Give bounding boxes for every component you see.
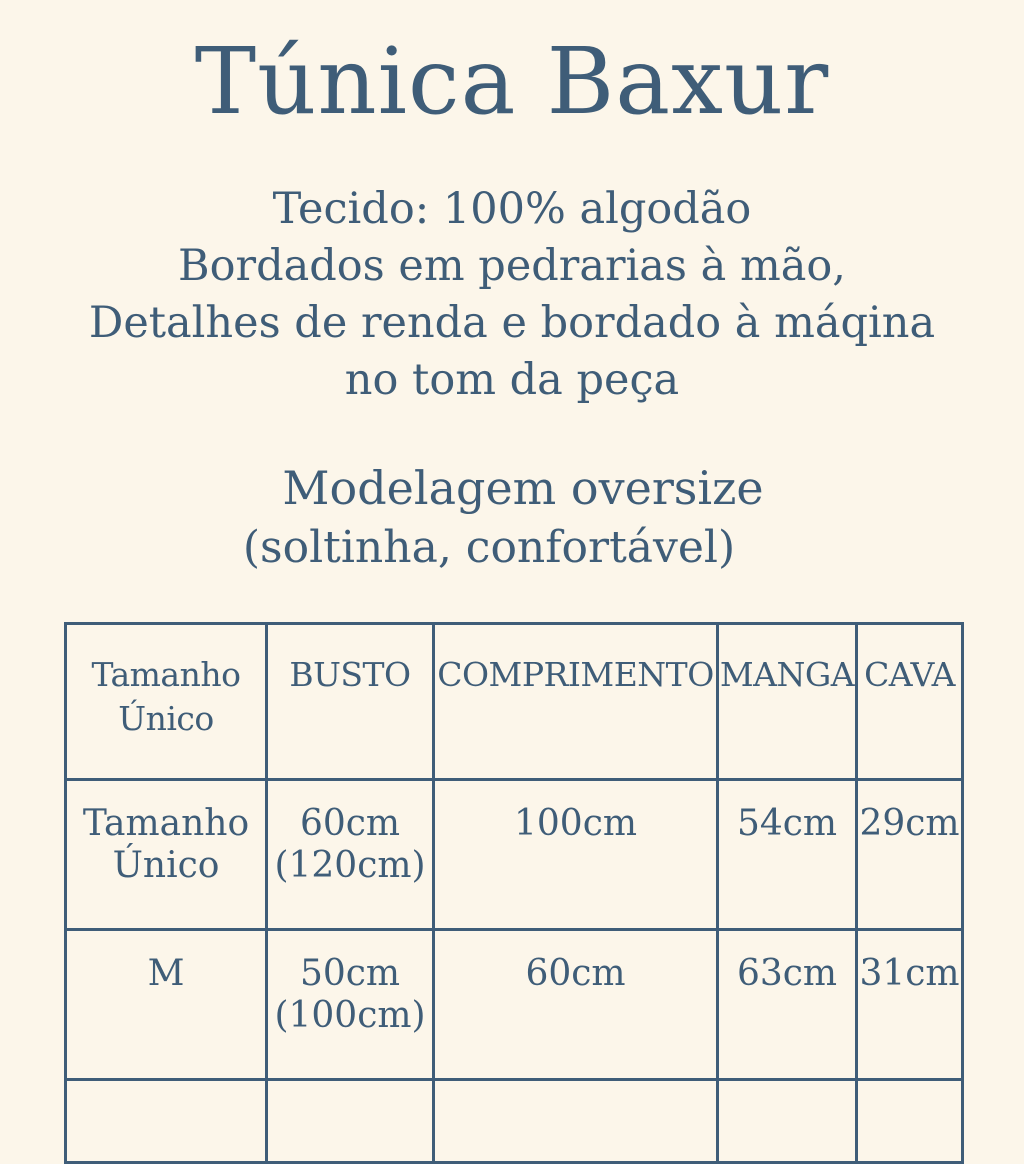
cell-empty [718,1080,857,1163]
modelagem-title: Modelagem oversize [282,461,764,515]
cell-empty [267,1080,434,1163]
table-header-row [66,624,963,780]
table-row [66,780,963,930]
header-manga: MANGA [718,624,857,780]
header-size [66,624,267,780]
modelagem-subtitle: (soltinha, confortável) [242,522,736,573]
table-row-partial [66,1080,963,1163]
product-title: Túnica Baxur [194,28,830,135]
cell-size [66,930,267,1080]
cell-size-line1: Tamanho [82,803,250,844]
cell-busto [267,930,434,1080]
cell-empty [434,1080,718,1163]
cell-size-line1: M [147,953,185,994]
header-cava: CAVA [857,624,963,780]
cell-busto-value: 60cm [299,803,401,844]
header-comprimento: COMPRIMENTO [434,624,718,780]
description-line-lace: Detalhes de renda e bordado à máqina [88,298,936,348]
header-size-line1: Tamanho [91,655,241,694]
description-line-embroidery: Bordados em pedrarias à mão, [178,241,846,291]
cell-empty [857,1080,963,1163]
cell-busto-total: (100cm) [274,995,426,1036]
cell-comprimento: 60cm [434,930,718,1080]
description-line-fabric: Tecido: 100% algodão [272,184,752,234]
cell-comprimento: 100cm [434,780,718,930]
table-row [66,930,963,1080]
cell-busto-value: 50cm [299,953,401,994]
cell-size-line2: Único [112,845,220,886]
cell-empty [66,1080,267,1163]
cell-size [66,780,267,930]
cell-busto-total: (120cm) [274,845,426,886]
cell-manga: 63cm [718,930,857,1080]
cell-cava: 31cm [857,930,963,1080]
header-busto: BUSTO [267,624,434,780]
cell-cava: 29cm [857,780,963,930]
size-table [64,622,964,1164]
header-size-line2: Único [118,699,214,738]
modelagem-block [0,458,1024,578]
description-line-tone: no tom da peça [344,355,680,405]
cell-busto [267,780,434,930]
product-description [0,181,1024,409]
cell-manga: 54cm [718,780,857,930]
